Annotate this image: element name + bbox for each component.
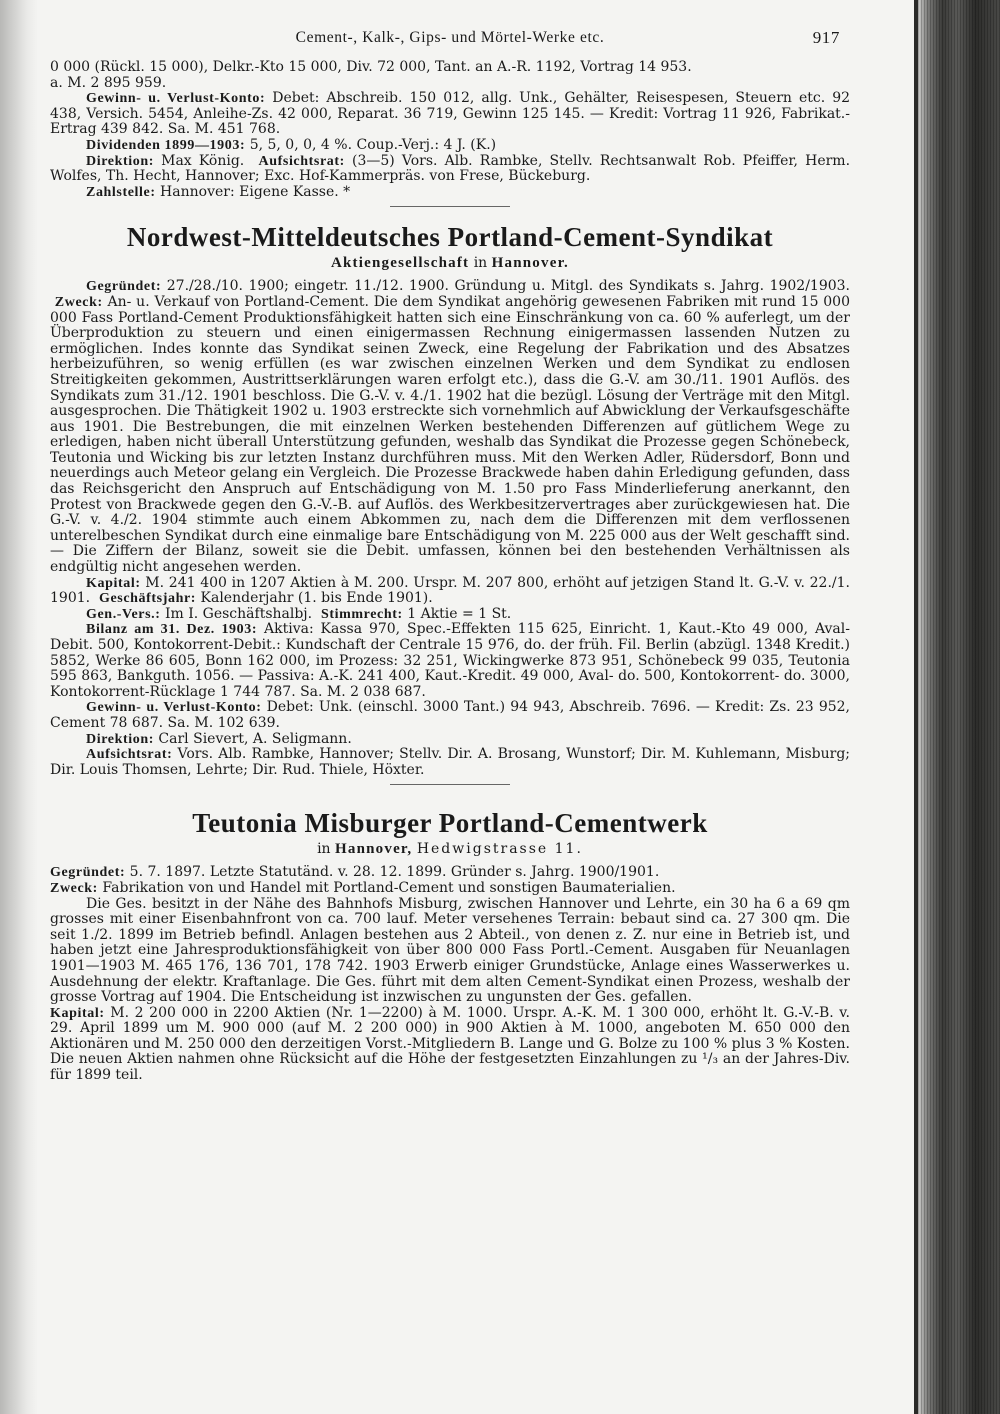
management xyxy=(50,732,850,748)
field-text: An- u. Verkauf von Portland-Cement. Die dem Syndikat angehörig gewesenen Fabriken mit rund 15 000 000 Fass Portland-Cement Produktionsfähigkeit hatten sich eine Einschränkung von ca. 60 % auferlegt, um der Überproduktion zu steuern und einen einigermassen Rechnung einigermassen lassenden Nutzen zu ermöglichen. Indes konnte das Syndikat seinen Zweck, eine Regelung der Fabrikation und des Absatzes herbeizuführen, so wenig erfüllen (es war zwischen einzelnen Werken und dem Syndikat zu endlosen Streitigkeiten gekommen, Austrittserklärungen waren erfolgt etc.), dass die G.-V. am 30./11. 1901 Auflös. des Syndikats zum 31./12. 1901 beschloss. Die G.-V. v. 4./1. 1902 hat die bezügl. Lösung der Verträge mit den Mitgl. ausgesprochen. Die Thätigkeit 1902 u. 1903 erstreckte sich vornehmlich auf Abwicklung der Verkaufsgeschäfte aus 1901. Die Bestrebungen, die mit einzelnen Werken bestehenden Differenzen auf gütlichem Wege zu erledigen, haben nicht überall Unterstützung gefunden, weshalb das Syndikat die Prozesse gegen Schönebeck, Teutonia und Wicking bis zur letzten Instanz durchführen muss. Mit den Werken Adler, Rüdersdorf, Bonn und neuerdings auch Meteor gelang ein Vergleich. Die Prozesse Brackwede haben dahin Erledigung gefunden, dass das Reichsgericht den Anspruch auf Entschädigung von M. 1.50 pro Fass Minderlieferung anerkannt, den Protest von Brackwede gegen den G.-V.-B. auf Auflös. des Werkbesitzervertrages aber zurückgewiesen hat. Die G.-V. v. 4./2. 1904 stimmte auch einem Abkommen zu, nach dem die Differenzen mit dem verflossenen unterelbeschen Syndikat durch eine einmalige bare Entschädigung von M. 225 000 aus der Welt geschafft sind. — Die Ziffern der Bilanz, soweit sie die Debit. umfassen, können bei den bestehenden Verhältnissen als endgültig nicht angesehen werden. xyxy=(50,293,850,576)
prev-line-2: a. M. 2 895 959. xyxy=(50,74,167,91)
field-text: 27./28./10. 1900; eingetr. 11./12. 1900. Gründung u. Mitgl. des Syndikats s. Jahrg. 1902/1903. xyxy=(166,278,851,295)
page-number: 917 xyxy=(812,28,840,47)
field-text: Fabrikation von und Handel mit Portland-Cement und sonstigen Baumaterialien. xyxy=(102,879,676,896)
field-label: Gegründet: xyxy=(86,279,162,295)
company-city: Hannover, xyxy=(335,841,413,858)
field-text: 1 Aktie = 1 St. xyxy=(407,605,512,622)
capital xyxy=(50,576,850,607)
prev-dividends xyxy=(50,138,850,154)
balance-sheet xyxy=(50,622,850,700)
field-text: M. 2 200 000 in 2200 Aktien (Nr. 1—2200) à M. 1000. Urspr. A.-K. M. 1 300 000, erhöht lt. G.-V.-B. v. 29. April 1899 um M. 900 000 (auf M. 2 200 000) in 900 Aktien à M. 1000, angeboten M. 650 000 den Aktionären und M. 250 000 den derzeitigen Vorst.-Mitgliedern B. Lange und G. Bolze zu 100 % plus 3 % Kosten. Die neuen Aktien nahmen ohne Rücksicht auf die Höhe der festgesetzten Einzahlungen zu ¹/₃ an der Jahres-Div. für 1899 teil. xyxy=(50,1004,851,1084)
field-text: Hannover: Eigene Kasse. * xyxy=(160,183,351,200)
field-text: M. 241 400 in 1207 Aktien à M. 200. Urspr. M. 207 800, erhöht auf jetzigen Stand lt. G.-V. v. 22./1. 1901. xyxy=(50,574,850,607)
company-street: Hedwigstrasse 11. xyxy=(416,841,583,858)
field-label: Gegründet: xyxy=(50,865,126,881)
running-header xyxy=(50,30,850,60)
document-page xyxy=(50,30,850,1084)
company-title: Nordwest-Mitteldeutsches Portland-Cement-Syndikat xyxy=(126,222,774,253)
field-label: Gen.-Vers.: xyxy=(86,606,161,622)
founding xyxy=(50,865,850,881)
field-label: Aufsichtsrat: xyxy=(86,747,173,763)
field-text: 5, 5, 0, 0, 4 %. Coup.-Verj.: 4 J. (K.) xyxy=(249,136,497,153)
field-label: Direktion: xyxy=(86,731,154,747)
profit-loss-account xyxy=(50,700,850,731)
field-text: (3—5) Vors. Alb. Rambke, Stellv. Rechtsanwalt Rob. Pfeiffer, Herm. Wolfes, Th. Hecht, Hannover; Exc. Hof-Kammerpräs. von Frese, Bückeburg. xyxy=(50,152,851,185)
field-text: Im I. Geschäftshalbj. xyxy=(164,605,313,622)
subtitle-in: in xyxy=(473,255,488,272)
field-text: Debet: Unk. (einschl. 3000 Tant.) 94 943, Abschreib. 7696. — Kredit: Zs. 23 952, Cement 78 687. Sa. M. 102 639. xyxy=(50,699,850,731)
company-subtitle xyxy=(50,253,850,273)
company-city: Hannover. xyxy=(491,255,569,272)
field-label: Aufsichtsrat: xyxy=(258,153,345,169)
general-meeting xyxy=(50,607,850,623)
company-subtitle xyxy=(50,839,850,859)
field-label: Stimmrecht: xyxy=(321,606,403,622)
field-label: Zahlstelle: xyxy=(86,184,156,200)
field-text: 5. 7. 1897. Letzte Statutänd. v. 28. 12. 1899. Gründer s. Jahrg. 1900/1901. xyxy=(129,864,660,881)
scan-left-edge xyxy=(0,0,38,1414)
company-entry-teutonia xyxy=(50,807,850,1083)
field-text: Debet: Abschreib. 150 012, allg. Unk., Gehälter, Reisespesen, Steuern etc. 92 438, Versich. 5454, Anleihe-Zs. 42 000, Reparat. 36 719, Gewinn 125 145. — Kredit: Vortrag 11 926, Fabrikat.-Ertrag 439 842. Sa. M. 451 768. xyxy=(50,90,851,138)
field-text: Max König. xyxy=(161,152,245,169)
field-text: Carl Sievert, A. Seligmann. xyxy=(158,730,352,747)
company-entry-syndikat xyxy=(50,221,850,785)
prev-paying-agent xyxy=(50,185,850,201)
prev-profit-loss xyxy=(50,91,850,138)
field-label: Gewinn- u. Verlust-Konto: xyxy=(86,700,262,716)
company-title: Teutonia Misburger Portland-Cementwerk xyxy=(192,808,708,839)
founding-and-purpose xyxy=(50,279,850,575)
field-text: Kalenderjahr (1. bis Ende 1901). xyxy=(200,590,433,607)
field-label: Bilanz am 31. Dez. 1903: xyxy=(86,622,258,638)
field-label: Direktion: xyxy=(86,153,154,169)
book-gutter-shadow xyxy=(918,0,1000,1414)
field-label: Zweck: xyxy=(50,880,98,896)
field-text: Vors. Alb. Rambke, Hannover; Stellv. Dir. A. Brosang, Wunstorf; Dir. M. Kuhlemann, Misburg; Dir. Louis Thomsen, Lehrte; Dir. Rud. Thiele, Höxter. xyxy=(50,746,850,778)
field-label: Geschäftsjahr: xyxy=(99,591,197,607)
running-title: Cement-, Kalk-, Gips- und Mörtel-Werke etc. xyxy=(295,29,605,46)
prev-management xyxy=(50,154,850,185)
field-label: Gewinn- u. Verlust-Konto: xyxy=(86,91,266,107)
field-label: Zweck: xyxy=(54,294,103,310)
subtitle-in: in xyxy=(317,841,331,858)
field-label: Kapital: xyxy=(86,575,141,591)
previous-entry xyxy=(50,60,850,207)
prev-line-1: 0 000 (Rückl. 15 000), Delkr.-Kto 15 000, Div. 72 000, Tant. an A.-R. 1192, Vortrag 14 953. xyxy=(50,59,692,75)
field-label: Kapital: xyxy=(50,1005,105,1021)
purpose xyxy=(50,881,850,897)
capital xyxy=(50,1006,850,1084)
company-type: Aktiengesellschaft xyxy=(330,255,470,272)
company-description: Die Ges. besitzt in der Nähe des Bahnhofs Misburg, zwischen Hannover und Lehrte, ein 30 ha 6 a 69 qm grosses mit einer Eisenbahnfront von ca. 700 lauf. Meter versehenes Terrain: bebaut sind ca. 27 300 qm. Die seit 1./2. 1899 im Betrieb befindl. Anlagen bestehen aus 2 Abteil., von denen z. Z. nur eine in Betrieb ist, und haben jetzt eine Jahresproduktionsfähigkeit von über 800 000 Fass Portl.-Cement. Ausgaben für Neuanlagen 1901—1903 M. 465 176, 136 701, 178 742. 1903 Erwerb einiger Grundstücke, Anlage eines Wasserwerkes u. Ausdehnung der elektr. Kraftanlage. Die Ges. führt mit dem alten Cement-Syndikat einen Prozess, weshalb der grosse Vortrag auf 1904. Die Entscheidung ist inzwischen zu ungunsten der Ges. gefallen. xyxy=(50,895,850,1006)
field-label: Dividenden 1899—1903: xyxy=(86,137,246,153)
supervisory-board xyxy=(50,747,850,778)
field-text: Aktiva: Kassa 970, Spec.-Effekten 115 625, Einricht. 1, Kaut.-Kto 49 000, Aval-Debit. 500, Kontokorrent-Debit.: Kundschaft der Centrale 15 976, do. der früh. Fil. Berlin (abzügl. 1348 Kredit.) 5852, Werke 86 605, Bonn 162 000, im Prozess: 32 251, Wickingwerke 873 951, Schönebeck 99 035, Teutonia 595 863, Bankguth. 1056. — Passiva: A.-K. 241 400, Kaut.-Kredit. 49 000, Aval- do. 500, Kontokorrent- do. 3000, Kontokorrent-Rücklage 1 744 787. Sa. M. 2 038 687. xyxy=(50,621,850,700)
